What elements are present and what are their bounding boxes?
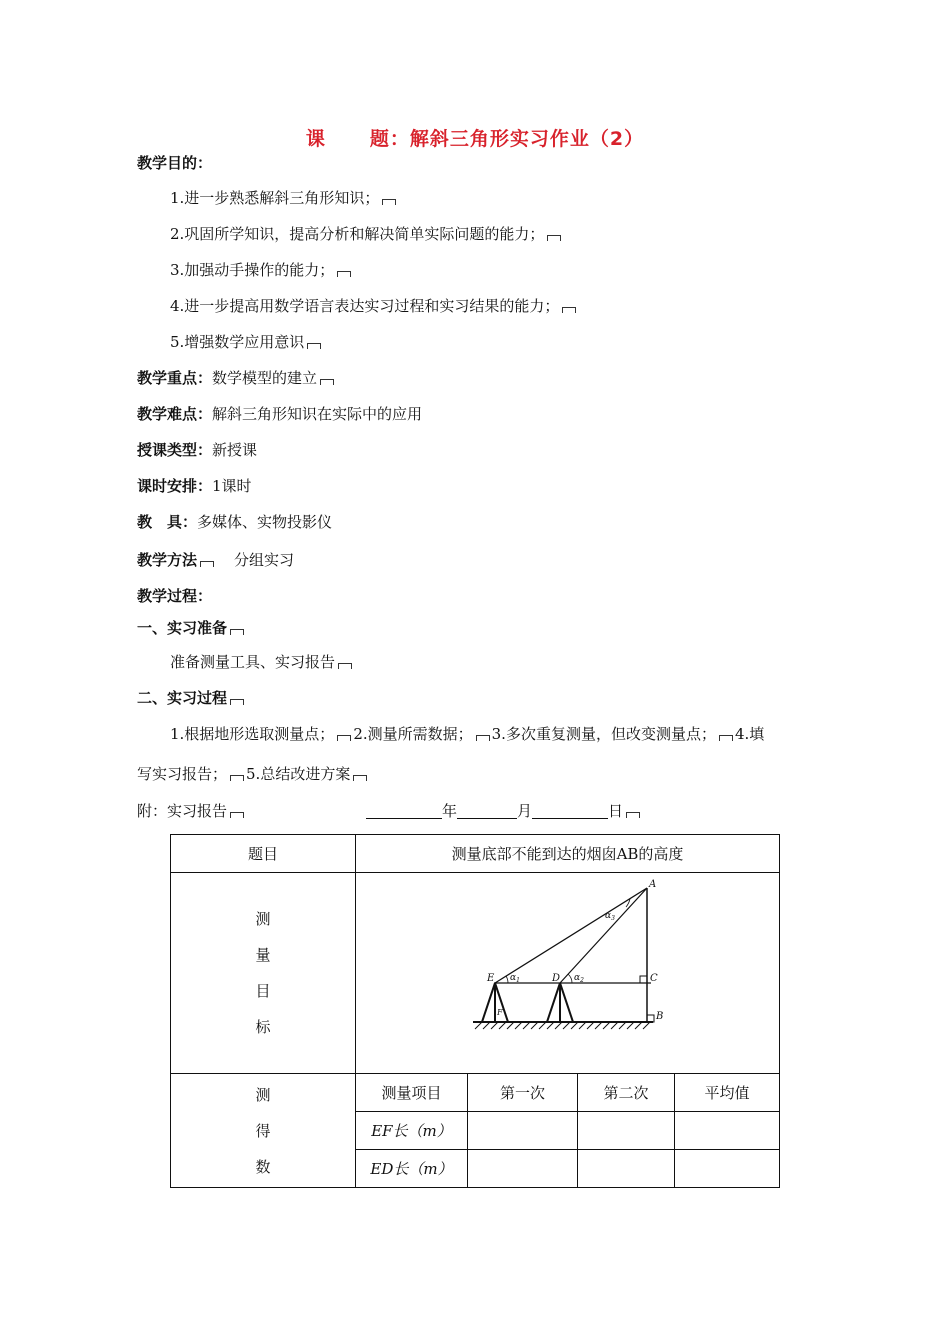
- column-header: 平均值: [674, 1074, 779, 1112]
- label-d: D: [551, 973, 560, 984]
- key-point: 教学重点：数学模型的建立: [137, 368, 336, 388]
- row-item-ef: EF长（m）: [356, 1112, 468, 1150]
- label-alpha3-sub: 3: [610, 915, 615, 922]
- objective-item: 1.进一步熟悉解斜三角形知识；: [170, 188, 398, 208]
- tools: 教 具：多媒体、实物投影仪: [137, 513, 333, 531]
- objective-item: 3.加强动手操作的能力；: [170, 260, 353, 280]
- target-label-cell: 测 量 目 标: [171, 873, 356, 1074]
- label-alpha2-sub: 2: [579, 977, 584, 984]
- title-value-cell: 测量底部不能到达的烟囱AB的高度: [356, 835, 780, 873]
- column-header: 第二次: [577, 1074, 674, 1112]
- label-alpha3: α: [604, 911, 611, 921]
- objective-item: 2.巩固所学知识，提高分析和解决简单实际问题的能力；: [170, 224, 563, 244]
- year-blank[interactable]: [366, 802, 442, 819]
- label-alpha2: α: [573, 973, 580, 983]
- label-b: B: [655, 1011, 663, 1022]
- data-cell[interactable]: [674, 1112, 779, 1150]
- diagram-cell: [356, 873, 780, 1074]
- lesson-type: 授课类型：新授课: [137, 441, 258, 459]
- appendix-line: 附：实习报告 年 月 日: [137, 801, 642, 821]
- schedule: 课时安排：1课时: [137, 477, 252, 495]
- label-f: F: [496, 1008, 503, 1017]
- data-cell[interactable]: [577, 1150, 674, 1188]
- svg-text:α3: [605, 911, 615, 922]
- label-e: E: [486, 973, 494, 984]
- objective-item: 5.增强数学应用意识: [170, 332, 323, 352]
- objective-item: 4.进一步提高用数学语言表达实习过程和实习结果的能力；: [170, 296, 578, 316]
- column-header: 第一次: [468, 1074, 578, 1112]
- row-item-ed: ED长（m）: [356, 1150, 468, 1188]
- data-cell[interactable]: [577, 1112, 674, 1150]
- method: 教学方法 分组实习: [137, 551, 295, 569]
- section2-steps: 1.根据地形选取测量点； 2.测量所需数据； 3.多次重复测量，但改变测量点； 4.填: [170, 725, 765, 743]
- objectives-label: 教学目的：: [137, 154, 213, 172]
- chimney-measurement-diagram: [358, 873, 778, 1073]
- process-label: 教学过程：: [137, 587, 213, 605]
- section2-steps-cont: 写实习报告； 5.总结改进方案: [137, 764, 369, 784]
- section1-text: 准备测量工具、实习报告: [170, 652, 354, 672]
- section2-heading: 二、实习过程: [137, 688, 246, 708]
- data-label-cell: 测 得 数: [171, 1074, 356, 1188]
- section1-heading: 一、实习准备: [137, 618, 246, 638]
- title-label-cell: 题目: [171, 835, 356, 873]
- data-cell[interactable]: [468, 1150, 578, 1188]
- report-table: [170, 834, 780, 1188]
- data-cell[interactable]: [468, 1112, 578, 1150]
- column-header: 测量项目: [356, 1074, 468, 1112]
- difficulty: 教学难点：解斜三角形知识在实际中的应用: [137, 405, 423, 423]
- label-alpha1-sub: 1: [515, 977, 520, 984]
- data-cell[interactable]: [674, 1150, 779, 1188]
- page-title: 课 题：解斜三角形实习作业（2）: [305, 128, 645, 150]
- label-a: A: [648, 879, 656, 890]
- month-blank[interactable]: [457, 802, 517, 819]
- label-alpha1: α: [509, 973, 516, 983]
- svg-text:α1: [510, 973, 520, 984]
- svg-text:α2: [574, 973, 584, 984]
- label-c: C: [649, 973, 658, 984]
- day-blank[interactable]: [532, 802, 608, 819]
